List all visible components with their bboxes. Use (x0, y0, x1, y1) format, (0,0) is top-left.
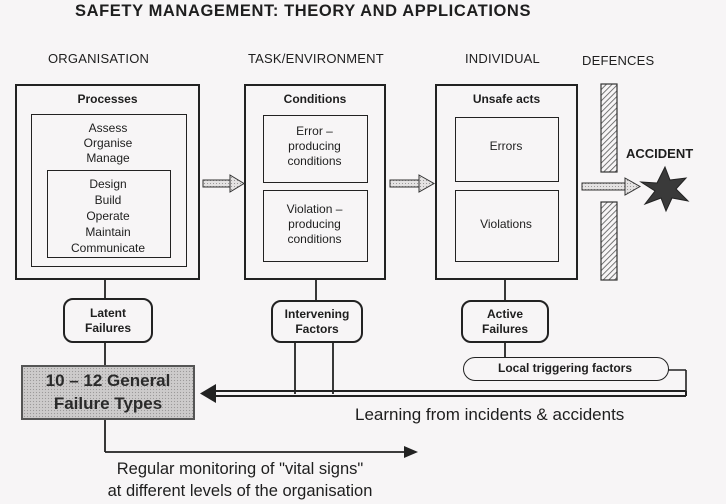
local-triggering-label: Local triggering factors (497, 361, 633, 375)
latent-line2: Failures (84, 321, 132, 335)
monitoring-caption (70, 458, 410, 502)
violation-conditions-line2: producing (288, 217, 341, 231)
column-header-individual: INDIVIDUAL (465, 51, 540, 66)
monitoring-arrowhead (404, 446, 418, 458)
active-line2: Failures (481, 322, 529, 336)
accident-star-icon (641, 167, 688, 211)
active-failures-box (461, 300, 549, 343)
error-conditions-line2: producing (288, 139, 341, 153)
learning-label: Learning from incidents & accidents (355, 405, 625, 424)
defence-bar-upper (601, 84, 617, 172)
process-maintain: Maintain (85, 225, 131, 239)
monitoring-line2: at different levels of the organisation (107, 482, 373, 500)
intervening-line2: Factors (295, 322, 339, 336)
column-header-organisation: ORGANISATION (48, 51, 150, 66)
column-header-task: TASK/ENVIRONMENT (248, 51, 384, 66)
conditions-heading: Conditions (283, 92, 347, 106)
arrow-conditions-to-unsafe (390, 175, 434, 192)
failure-types-box (21, 365, 195, 420)
violation-conditions-line1: Violation – (286, 202, 343, 216)
monitoring-line1: Regular monitoring of "vital signs" (116, 460, 364, 478)
process-build: Build (94, 193, 122, 207)
accident-label: ACCIDENT (626, 146, 694, 161)
failure-types-line2: Failure Types (53, 394, 163, 413)
errors-label: Errors (489, 139, 523, 153)
process-organise: Organise (83, 136, 133, 150)
arrow-unsafe-to-accident (582, 178, 640, 195)
process-manage: Manage (86, 151, 130, 165)
active-line1: Active (486, 307, 524, 321)
process-design: Design (89, 177, 127, 191)
learning-arrowhead (200, 384, 216, 403)
local-triggering-box (463, 357, 669, 381)
column-header-defences: DEFENCES (582, 53, 655, 68)
unsafe-acts-heading: Unsafe acts (472, 92, 541, 106)
error-conditions-line3: conditions (287, 154, 342, 168)
intervening-line1: Intervening (284, 307, 350, 321)
process-assess: Assess (88, 121, 128, 135)
latent-failures-box (63, 298, 153, 343)
error-conditions-line1: Error – (296, 124, 333, 138)
defence-bar-lower (601, 202, 617, 280)
arrow-processes-to-conditions (203, 175, 244, 192)
latent-line1: Latent (90, 306, 126, 320)
violation-conditions-line3: conditions (287, 232, 342, 246)
failure-types-line1: 10 – 12 General (45, 371, 171, 390)
processes-heading: Processes (77, 92, 138, 106)
process-communicate: Communicate (70, 241, 146, 255)
intervening-factors-box (271, 300, 363, 343)
page-title: SAFETY MANAGEMENT: THEORY AND APPLICATIONS (75, 2, 532, 20)
violations-label: Violations (480, 217, 532, 231)
process-operate: Operate (86, 209, 130, 223)
